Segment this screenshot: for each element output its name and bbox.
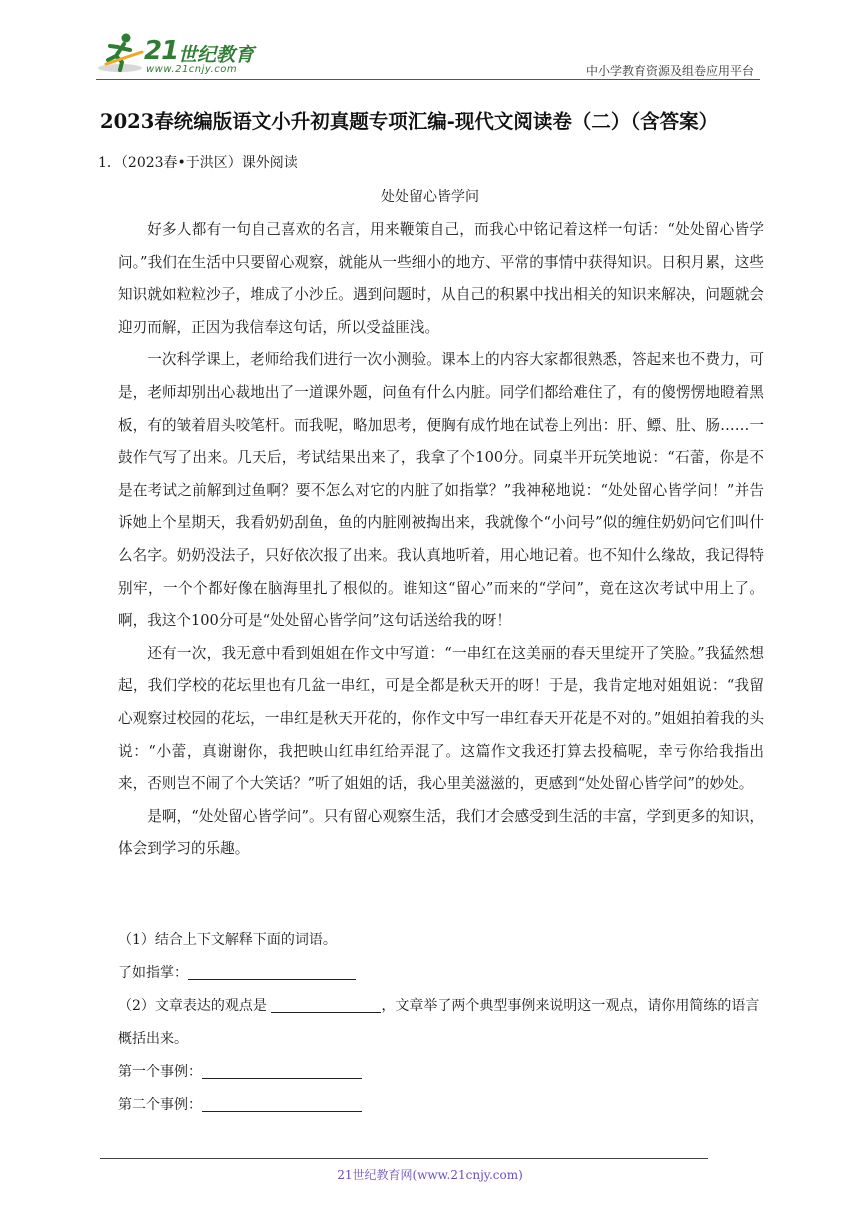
footer-text: 21世纪教育网(www.21cnjy.com) (337, 1168, 523, 1182)
answer-blank-2[interactable] (271, 994, 381, 1013)
answer-blank-1[interactable] (188, 961, 356, 980)
document-title: 2023春统编版语文小升初真题专项汇编-现代文阅读卷（二）（含答案） (100, 110, 719, 133)
runner-icon (96, 30, 146, 78)
answer-blank-4[interactable] (202, 1093, 362, 1112)
logo-text: 世纪教育 (178, 44, 255, 66)
example-1-line: 第一个事例： (118, 1056, 764, 1089)
question-1-prompt: （1）结合上下文解释下面的词语。 (118, 932, 337, 948)
header-divider (96, 79, 760, 80)
essay-paragraph-1: 好多人都有一句自己喜欢的名言，用来鞭策自己，而我心中铭记着这样一句话：“处处留心皆学问。”我们在生活中只要留心观察，就能从一些细小的地方、平常的事情中获得知识。日积月累，这些知识就如粒粒沙子，堆成了小沙丘。遇到问题时，从自己的积累中找出相关的知识来解决，问题就会迎刃而解，正因为我信奉这句话，所以受益匪浅。 (118, 221, 764, 336)
site-logo (96, 30, 266, 78)
logo-number: 21 (144, 36, 179, 66)
essay-paragraph-4: 是啊，“处处留心皆学问”。只有留心观察生活，我们才会感受到生活的丰富，学到更多的知识，体会到学习的乐趣。 (118, 807, 764, 858)
question-1-term: 了如指掌： (118, 957, 764, 990)
platform-name: 中小学教育资源及组卷应用平台 (585, 64, 754, 78)
answer-blank-3[interactable] (202, 1060, 362, 1079)
footer-divider (100, 1158, 708, 1159)
essay-paragraph-2: 一次科学课上，老师给我们进行一次小测验。课本上的内容大家都很熟悉，答起来也不费力，可是，老师却别出心裁地出了一道课外题，问鱼有什么内脏。同学们都给难住了，有的傻愣愣地瞪着黑板，有的皱着眉头咬笔杆。而我呢，略加思考，便胸有成竹地在试卷上列出：肝、鳔、肚、肠……一鼓作气写了出来。几天后，考试结果出来了，我拿了个100分。同桌半开玩笑地说：“石蕾，你是不是在考试之前解到过鱼啊？要不怎么对它的内脏了如指掌？”我神秘地说：“处处留心皆学问！”并告诉她上个星期天，我看奶奶刮鱼，鱼的内脏刚被掏出来，我就像个“小问号”似的缠住奶奶问它们叫什么名字。奶奶没法子，只好依次报了出来。我认真地听着，用心地记着。也不知什么缘故，我记得特别牢，一个个都好像在脑海里扎了根似的。谁知这“留心”而来的“学问”，竟在这次考试中用上了。啊，我这个100分可是“处处留心皆学问”这句话送给我的呀！ (118, 351, 764, 630)
logo-url: www.21cnjy.com (146, 64, 238, 75)
example-2-line: 第二个事例： (118, 1089, 764, 1122)
essay-paragraph-3: 还有一次，我无意中看到姐姐在作文中写道：“一串红在这美丽的春天里绽开了笑脸。”我猛然想起，我们学校的花坛里也有几盆一串红，可是全都是秋天开的呀！于是，我肯定地对姐姐说：“我留心观察过校园的花坛，一串红是秋天开花的，你作文中写一串红春天开花是不对的。”姐姐拍着我的头说：“小蕾，真谢谢你，我把映山红串红给弄混了。这篇作文我还打算去投稿呢，幸亏你给我指出来，否则岂不闹了个大笑话？”听了姐姐的话，我心里美滋滋的，更感到“处处留心皆学问”的妙处。 (118, 644, 764, 793)
question-number-line: 1．（2023春•于洪区）课外阅读 (98, 155, 298, 171)
essay-body (118, 214, 764, 866)
question-2: （2）文章表达的观点是 ，文章举了两个典型事例来说明这一观点，请你用简练的语言概括出来。 (118, 990, 764, 1055)
page-header (96, 30, 760, 82)
essay-title: 处处留心皆学问 (381, 189, 479, 205)
